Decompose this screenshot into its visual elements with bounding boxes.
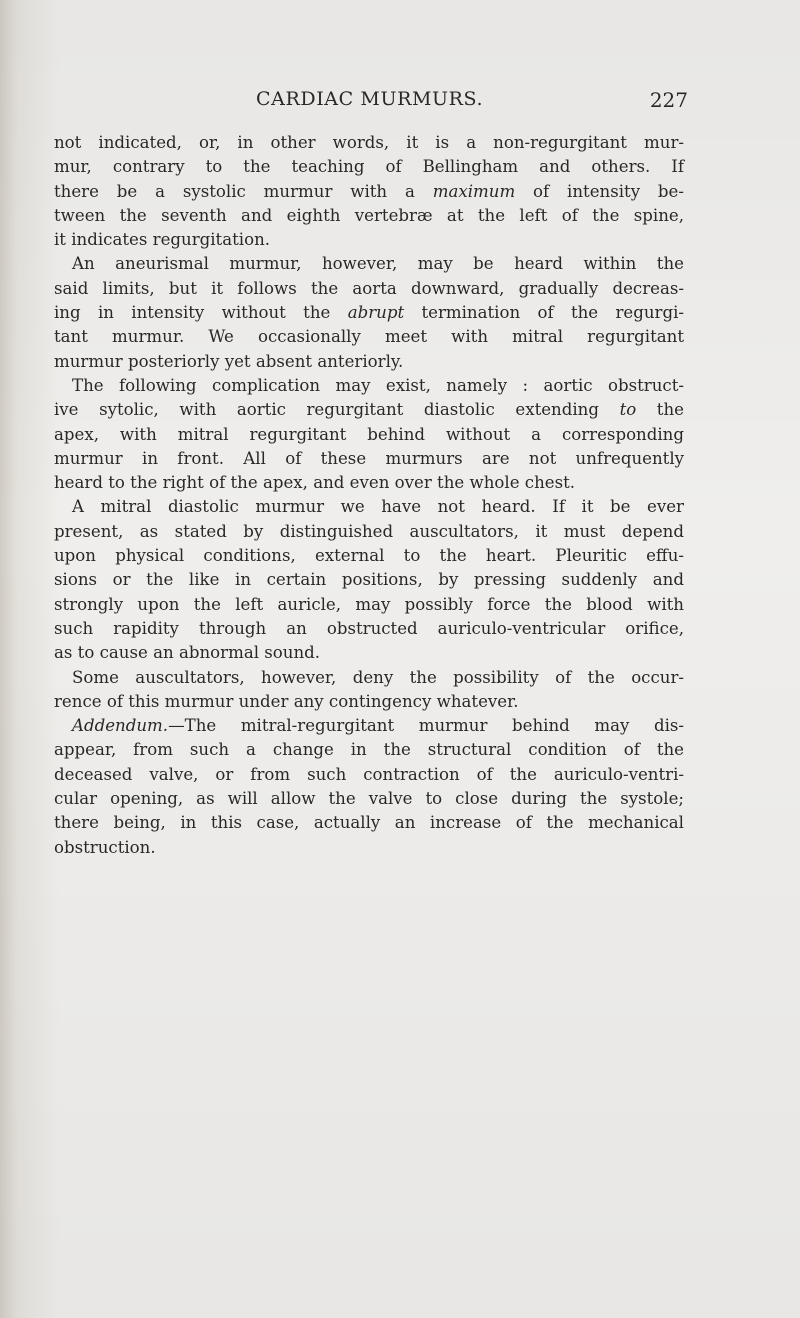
text-line (54, 787, 684, 811)
italic-text: Addendum. (72, 716, 169, 736)
text-line (54, 204, 684, 228)
text-segment: obstruction. (54, 837, 156, 857)
text-segment: apex, with mitral regurgitant behind without a corresponding (54, 424, 684, 444)
text-line (54, 325, 684, 349)
text-segment: present, as stated by distinguished auscultators, it must depend (54, 521, 684, 541)
text-segment: the (636, 400, 684, 420)
text-segment: sions or the like in certain positions, by pressing suddenly and (54, 570, 684, 590)
text-line (54, 471, 684, 495)
body-text (54, 131, 684, 860)
text-segment: there being, in this case, actually an increase of the mechanical (54, 813, 684, 833)
text-segment: heard to the right of the apex, and even over the whole chest. (54, 473, 576, 493)
text-line (54, 495, 684, 519)
text-line (54, 763, 684, 787)
text-segment: A mitral diastolic murmur we have not heard. If it be ever (72, 497, 684, 517)
text-line (54, 301, 684, 325)
text-segment: The following complication may exist, namely : aortic obstruct- (72, 375, 684, 395)
text-segment: Some auscultators, however, deny the possibility of the occur- (72, 667, 684, 687)
text-line (54, 398, 684, 422)
text-line (54, 544, 684, 568)
text-segment: as to cause an abnormal sound. (54, 643, 321, 663)
text-segment: tant murmur. We occasionally meet with mitral regurgitant (54, 327, 684, 347)
text-segment: such rapidity through an obstructed auriculo-ventricular orifice, (54, 618, 684, 638)
text-line (54, 593, 684, 617)
text-line (54, 277, 684, 301)
text-segment: murmur in front. All of these murmurs are not unfrequently (54, 448, 684, 468)
text-segment: upon physical conditions, external to the heart. Pleuritic effu- (54, 546, 684, 566)
italic-text: maximum (432, 181, 516, 201)
text-line (54, 520, 684, 544)
text-segment: it indicates regurgitation. (54, 230, 271, 250)
text-segment: not indicated, or, in other words, it is a non-regurgitant mur- (54, 133, 684, 152)
text-line (54, 836, 684, 860)
text-line (54, 738, 684, 762)
text-line (54, 617, 684, 641)
page-header (80, 88, 688, 118)
text-segment: ive sytolic, with aortic regurgitant diastolic extending (54, 400, 620, 420)
text-segment: appear, from such a change in the structural condition of the (54, 740, 684, 760)
text-line (54, 350, 684, 374)
text-segment: —The mitral-regurgitant murmur behind may dis- (168, 716, 684, 736)
text-line (54, 180, 684, 204)
italic-text: abrupt (347, 303, 405, 323)
text-segment: strongly upon the left auricle, may possibly force the blood with (54, 594, 684, 614)
text-segment: ing in intensity without the (54, 303, 348, 323)
text-segment: murmur posteriorly yet absent anteriorly. (54, 351, 404, 371)
text-line (54, 666, 684, 690)
text-line (54, 714, 684, 738)
page-number: 227 (649, 88, 688, 112)
text-line (54, 811, 684, 835)
text-segment: said limits, but it follows the aorta downward, gradually decreas- (54, 278, 684, 298)
text-line (54, 374, 684, 398)
text-segment: rence of this murmur under any contingency whatever. (54, 691, 519, 711)
text-line (54, 155, 684, 179)
text-segment: An aneurismal murmur, however, may be heard within the (72, 254, 684, 274)
text-segment: deceased valve, or from such contraction of the auriculo-ventri- (54, 764, 684, 784)
text-line (54, 641, 684, 665)
text-segment: of intensity be- (515, 181, 684, 201)
text-line (54, 252, 684, 276)
text-line (54, 568, 684, 592)
text-line (54, 131, 684, 155)
text-segment: there be a systolic murmur with a (54, 181, 433, 201)
text-segment: termination of the regurgi- (404, 303, 684, 323)
italic-text: to (619, 400, 637, 420)
text-line (54, 690, 684, 714)
text-line (54, 423, 684, 447)
text-segment: tween the seventh and eighth vertebræ at the left of the spine, (54, 205, 684, 225)
text-segment: cular opening, as will allow the valve to close during the systole; (54, 789, 684, 809)
text-line (54, 447, 684, 471)
running-title: CARDIAC MURMURS. (256, 88, 484, 110)
text-segment: mur, contrary to the teaching of Bellingham and others. If (54, 157, 684, 177)
text-line (54, 228, 684, 252)
